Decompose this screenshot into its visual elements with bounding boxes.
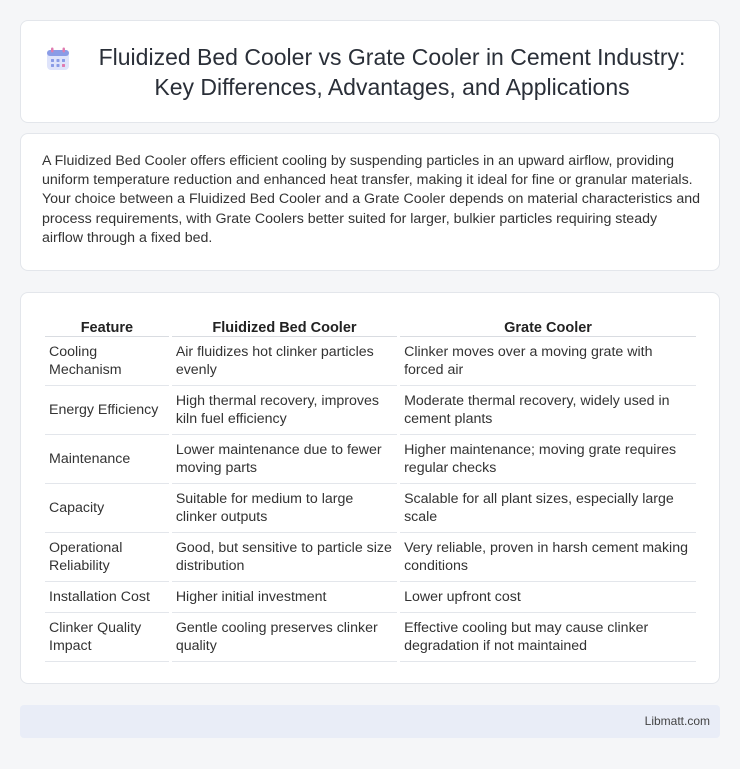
feature-cell: Cooling Mechanism	[45, 337, 169, 386]
grate-cell: Lower upfront cost	[400, 582, 696, 613]
grate-cell: Very reliable, proven in harsh cement making conditions	[400, 533, 696, 582]
table-row	[45, 484, 696, 533]
feature-cell: Installation Cost	[45, 582, 169, 613]
page-title: Fluidized Bed Cooler vs Grate Cooler in Cement Industry: Key Differences, Advantages, and Applications	[98, 43, 686, 100]
feature-cell: Operational Reliability	[45, 533, 169, 582]
fluidized-cell: Lower maintenance due to fewer moving parts	[172, 435, 397, 484]
grate-cell: Scalable for all plant sizes, especially large scale	[400, 484, 696, 533]
feature-cell: Capacity	[45, 484, 169, 533]
footer-bar	[20, 705, 720, 738]
feature-cell: Maintenance	[45, 435, 169, 484]
column-header-feature: Feature	[45, 316, 169, 337]
fluidized-cell: Gentle cooling preserves clinker quality	[172, 613, 397, 662]
fluidized-cell: Good, but sensitive to particle size distribution	[172, 533, 397, 582]
intro-card	[20, 133, 720, 271]
table-row	[45, 533, 696, 582]
grate-cell: Higher maintenance; moving grate requires regular checks	[400, 435, 696, 484]
intro-paragraph: A Fluidized Bed Cooler offers efficient cooling by suspending particles in an upward airflow, providing uniform temperature reduction and enhanced heat transfer, making it ideal for fine or granular materials. Your choice between a Fluidized Bed Cooler and a Grate Cooler depends on material characteristics and process requirements, with Grate Coolers better suited for larger, bulkier particles requiring steady airflow through a fixed bed.	[42, 153, 700, 246]
comparison-table-card	[20, 292, 720, 684]
table-row	[45, 582, 696, 613]
table-header-row	[45, 316, 696, 337]
feature-cell: Clinker Quality Impact	[45, 613, 169, 662]
table-row	[45, 613, 696, 662]
fluidized-cell: High thermal recovery, improves kiln fuel efficiency	[172, 386, 397, 435]
comparison-table	[42, 316, 699, 662]
table-row	[45, 337, 696, 386]
fluidized-cell: Higher initial investment	[172, 582, 397, 613]
footer-site-name[interactable]: Libmatt.com	[644, 714, 710, 728]
column-header-grate-cooler: Grate Cooler	[400, 316, 696, 337]
grate-cell: Clinker moves over a moving grate with forced air	[400, 337, 696, 386]
table-row	[45, 386, 696, 435]
column-header-fluidized-bed-cooler: Fluidized Bed Cooler	[172, 316, 397, 337]
table-row	[45, 435, 696, 484]
fluidized-cell: Suitable for medium to large clinker outputs	[172, 484, 397, 533]
feature-cell: Energy Efficiency	[45, 386, 169, 435]
grate-cell: Moderate thermal recovery, widely used in cement plants	[400, 386, 696, 435]
title-card	[20, 20, 720, 123]
fluidized-cell: Air fluidizes hot clinker particles evenly	[172, 337, 397, 386]
grate-cell: Effective cooling but may cause clinker degradation if not maintained	[400, 613, 696, 662]
